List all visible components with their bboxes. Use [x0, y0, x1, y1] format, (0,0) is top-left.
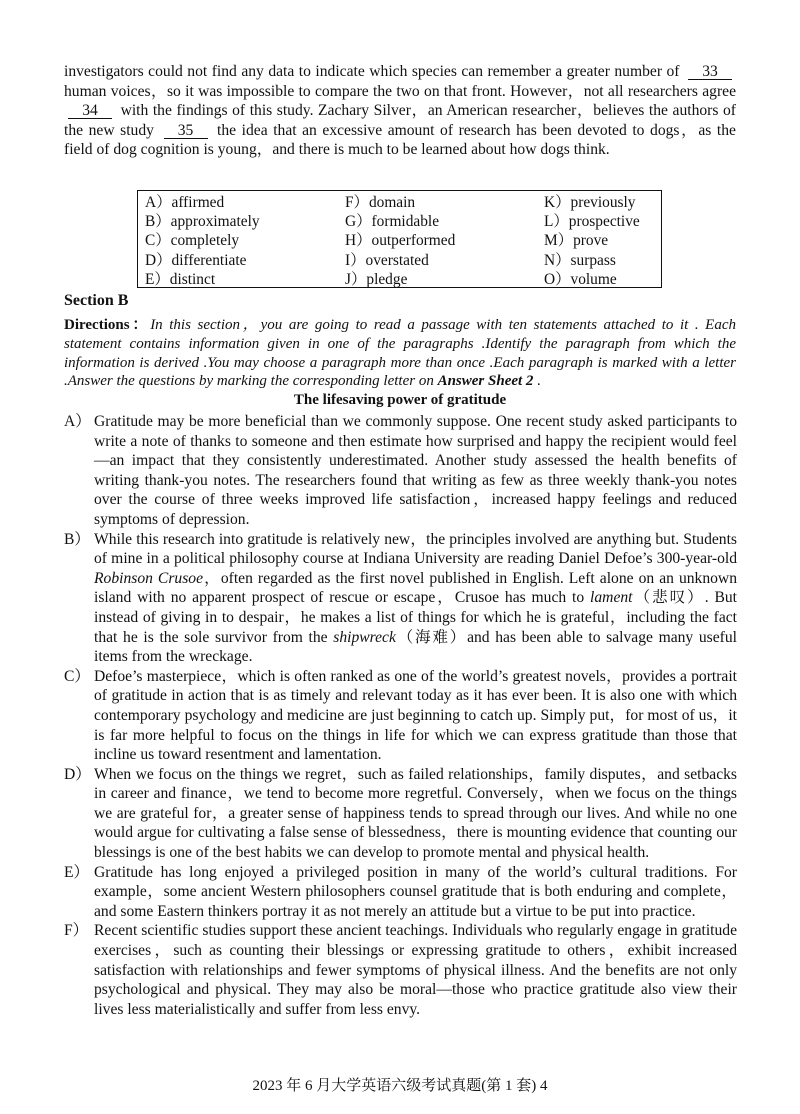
- passage-body: [64, 412, 737, 1019]
- paragraph-letter: B）: [64, 530, 90, 548]
- page-footer: 2023 年 6 月大学英语六级考试真题(第 1 套) 4: [252, 1078, 548, 1094]
- word-bank-column: [145, 193, 260, 289]
- word-bank-column: [345, 193, 455, 289]
- paragraph-letter: F）: [64, 922, 89, 940]
- answer-sheet-ref: Answer Sheet 2: [437, 373, 534, 390]
- word-bank-column: [544, 193, 640, 289]
- word-option: B）approximately: [145, 213, 260, 231]
- word-option: F）domain: [345, 194, 416, 211]
- paragraph-e: E） Gratitude has long enjoyed a privileged position in many of the world’s cultural traditions. For example，some ancient Western philosophers counsel gratitude that is both enduring and complete，and some Eastern thinkers portray it as not merely an attitude but a virtue to be put into practice.: [64, 863, 737, 920]
- paragraph-d: D） When we focus on the things we regret，such as failed relationships，family disputes，and setbacks in career and finance，we tend to become more regretful. Conversely，when we focus on the things we are grateful for，a greater sense of happiness tends to spread through our lives. And while no one would argue for cultivating a false sense of blessedness，there is mounting evidence that counting our blessings is one of the best habits we can develop to promote mental and physical health.: [64, 765, 737, 862]
- directions-label: Directions：: [64, 317, 151, 333]
- word-option: N）surpass: [544, 251, 616, 269]
- word-option: K）previously: [544, 194, 636, 211]
- intro-paragraph: investigators could not find any data to indicate which species can remember a greater number of 33 human voices，so it was impossible to compare the two on that front. However，not all researchers agree 34 with the findings of this study. Zachary Silver，an American researcher，believes the authors of the new study 35 the idea that an excessive amount of research has been devoted to dogs，as the field of dog cognition is young，and there is much to be learned about how dogs think.: [64, 63, 736, 159]
- blank-35[interactable]: 35: [164, 123, 208, 139]
- word-option: O）volume: [544, 270, 617, 288]
- word-option: A）affirmed: [145, 194, 225, 211]
- word-option: M）prove: [544, 232, 609, 250]
- paragraph-letter: D）: [64, 765, 91, 783]
- word-option: C）completely: [145, 232, 240, 250]
- paragraph-letter: C）: [64, 667, 90, 685]
- italic-term: shipwreck: [333, 628, 396, 646]
- word-option: I）overstated: [345, 251, 429, 269]
- word-option: L）prospective: [544, 213, 640, 231]
- passage-title: The lifesaving power of gratitude: [293, 392, 507, 408]
- paragraph-a: A） Gratitude may be more beneficial than we commonly suppose. One recent study asked participants to write a note of thanks to someone and then estimate how surprised and happy the recipient would feel—an impact that they consistently underestimated. Another study assessed the health benefits of writing thank-you notes. The researchers found that writing as few as three weekly thank-you notes over the course of three weeks improved life satisfaction，increased happy feelings and reduced symptoms of depression.: [64, 413, 737, 528]
- paragraph-c: C） Defoe’s masterpiece，which is often ranked as one of the world’s greatest novels，provides a portrait of gratitude in action that is as timely and relevant today as it has ever been. It is also one with which contemporary psychology and medicine are just beginning to catch up. Simply put，for most of us，it is far more helpful to focus on the things in life for which we can express gratitude than those that incline us toward resentment and lamentation.: [64, 667, 737, 764]
- word-option: E）distinct: [145, 270, 216, 288]
- blank-33[interactable]: 33: [688, 64, 732, 80]
- word-option: H）outperformed: [345, 232, 456, 250]
- paragraph-letter: E）: [64, 863, 90, 881]
- paragraph-f: F） Recent scientific studies support these ancient teachings. Individuals who regularly engage in gratitude exercises，such as counting their blessings or expressing gratitude to others，exhibit increased satisfaction with relationships and fewer symptoms of physical illness. And the benefits are not only psychological and physical. They may also be moral—those who practice gratitude also view their lives less materialistically and suffer from less envy.: [64, 922, 737, 1018]
- directions: Directions：In this section，you are going to read a passage with ten statements attached to it . Each statement contains information given in one of the paragraphs .Identify the paragraph from which the information is derived .You may choose a paragraph more than once .Each paragraph is marked with a letter .Answer the questions by marking the corresponding letter on Answer Sheet 2 .: [64, 317, 736, 390]
- paragraph-b: B） While this research into gratitude is relatively new，the principles involved are anything but. Students of mine in a political philosophy course at Indiana University are reading Daniel Defoe’s 300-year-old Robinson Crusoe，often regarded as the first novel published in English. Left alone on an unknown island with no apparent prospect of rescue or escape，Crusoe has much to lament（悲叹）. But instead of giving in to despair，he makes a list of things for which he is grateful，including the fact that he is the sole survivor from the shipwreck（海难）and has been able to salvage many useful items from the wreckage.: [64, 530, 737, 666]
- italic-term: lament: [590, 589, 633, 607]
- book-title: Robinson Crusoe: [94, 569, 203, 587]
- word-option: D）differentiate: [145, 251, 247, 269]
- section-heading: Section B: [64, 292, 129, 309]
- paragraph-letter: A）: [64, 413, 91, 430]
- blank-34[interactable]: 34: [68, 103, 112, 119]
- word-option: J）pledge: [345, 270, 408, 288]
- word-option: G）formidable: [345, 213, 440, 231]
- word-bank: [137, 190, 662, 288]
